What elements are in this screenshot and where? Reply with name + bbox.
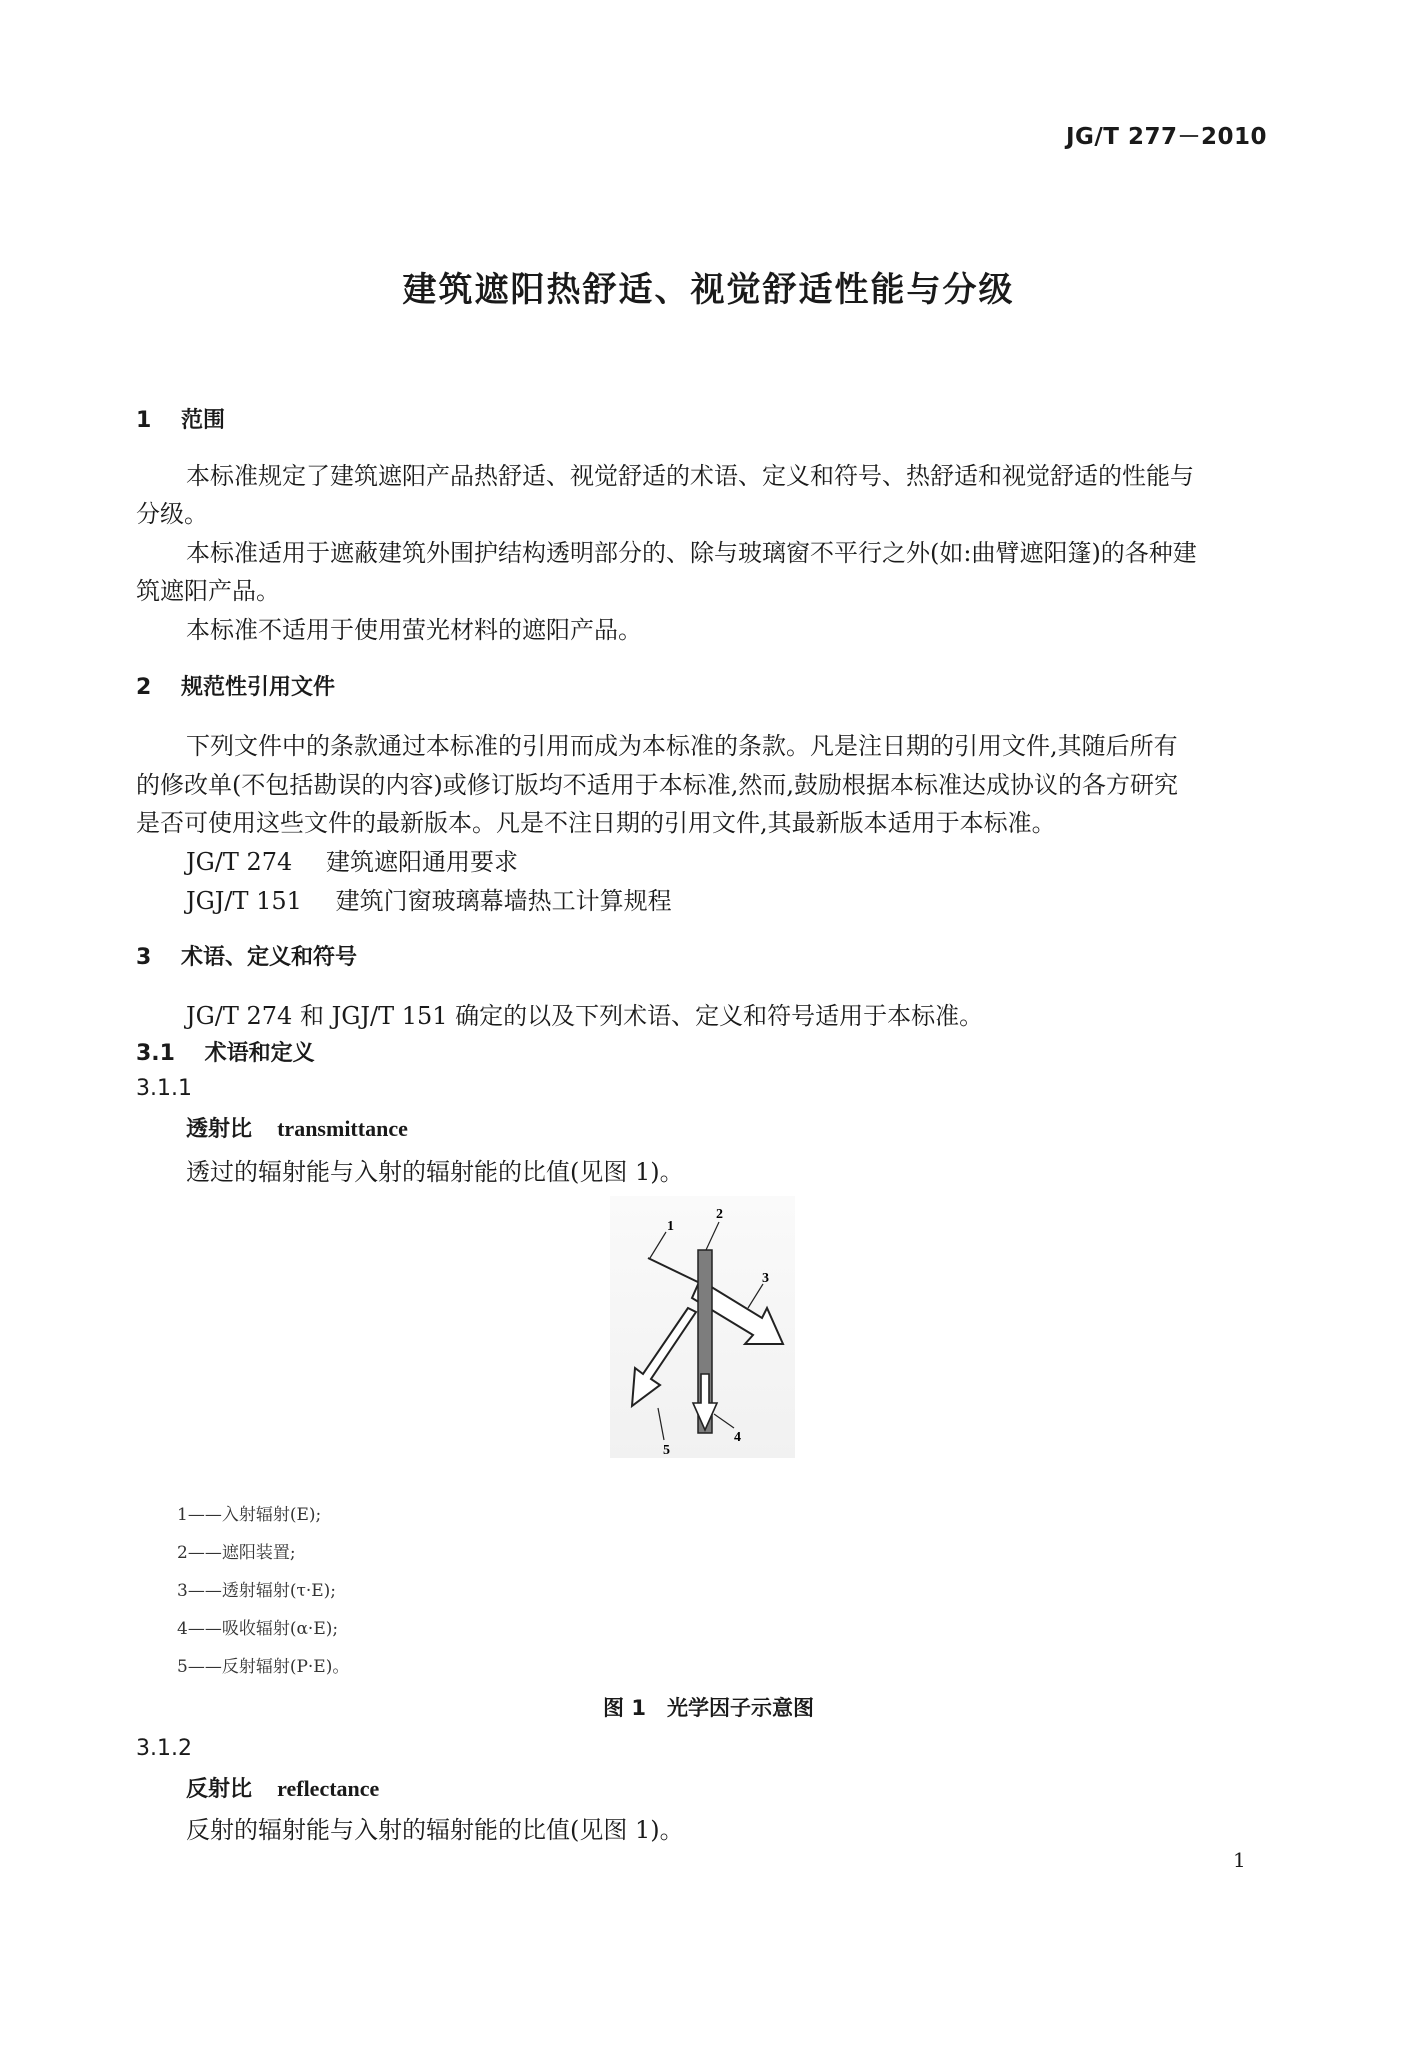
callout-1: 1: [667, 1219, 674, 1234]
term-number: 3.1.2: [136, 1736, 192, 1761]
section-title: 术语、定义和符号: [180, 945, 357, 970]
section-title: 范围: [180, 408, 225, 433]
callout-4: 4: [734, 1430, 741, 1445]
term-name-en: reflectance: [277, 1776, 380, 1801]
term-heading: [186, 1112, 408, 1143]
reference-code: JGJ/T 151: [186, 887, 302, 915]
term-name-zh: 透射比: [186, 1117, 253, 1142]
paragraph-line: 是否可使用这些文件的最新版本。凡是不注日期的引用文件,其最新版本适用于本标准。: [136, 809, 1056, 837]
section-number: 3: [136, 945, 152, 970]
callout-2: 2: [716, 1207, 723, 1222]
section-number: 1: [136, 408, 152, 433]
section-title: 规范性引用文件: [180, 675, 335, 700]
paragraph-line: 本标准适用于遮蔽建筑外围护结构透明部分的、除与玻璃窗不平行之外(如:曲臂遮阳篷)的各种建: [186, 539, 1197, 567]
paragraph-line: 本标准不适用于使用萤光材料的遮阳产品。: [186, 616, 642, 644]
reference-name: 建筑遮阳通用要求: [325, 848, 518, 876]
reference-name: 建筑门窗玻璃幕墙热工计算规程: [335, 887, 672, 915]
section-3-heading: [136, 940, 357, 971]
paragraph-line: 分级。: [136, 500, 208, 528]
document-title: 建筑遮阳热舒适、视觉舒适性能与分级: [402, 270, 1015, 310]
document-code: JG/T 277－2010: [1065, 124, 1267, 150]
callout-3: 3: [762, 1271, 769, 1286]
figure-caption: 图 1 光学因子示意图: [603, 1696, 814, 1720]
page-number: 1: [1233, 1848, 1246, 1872]
callout-5: 5: [663, 1443, 670, 1458]
paragraph-line: 本标准规定了建筑遮阳产品热舒适、视觉舒适的术语、定义和符号、热舒适和视觉舒适的性能与: [186, 462, 1194, 490]
term-name-zh: 反射比: [186, 1777, 253, 1802]
subsection-number: 3.1: [136, 1041, 175, 1066]
legend-item: 1——入射辐射(E);: [177, 1505, 322, 1525]
reference-code: JG/T 274: [186, 848, 293, 876]
legend-item: 4——吸收辐射(α·E);: [177, 1619, 339, 1639]
term-definition: 反射的辐射能与入射的辐射能的比值(见图 1)。: [186, 1816, 684, 1844]
legend-item: 3——透射辐射(τ·E);: [177, 1581, 337, 1601]
section-1-heading: [136, 403, 225, 434]
subsection-title: 术语和定义: [204, 1041, 315, 1066]
term-name-en: transmittance: [277, 1116, 408, 1141]
paragraph-line: 下列文件中的条款通过本标准的引用而成为本标准的条款。凡是注日期的引用文件,其随后所有: [186, 732, 1178, 760]
term-number: 3.1.1: [136, 1076, 192, 1101]
paragraph-line: 筑遮阳产品。: [136, 577, 280, 605]
section-number: 2: [136, 675, 152, 700]
reference-item: [186, 881, 672, 916]
paragraph-line: JG/T 274 和 JGJ/T 151 确定的以及下列术语、定义和符号适用于本标准。: [186, 1002, 984, 1030]
paragraph-line: 的修改单(不包括勘误的内容)或修订版均不适用于本标准,然而,鼓励根据本标准达成协议的各方研究: [136, 771, 1178, 799]
legend-item: 2——遮阳装置;: [177, 1543, 296, 1563]
term-heading: [186, 1772, 379, 1803]
section-2-heading: [136, 670, 335, 701]
optical-factor-diagram: [600, 1196, 800, 1466]
subsection-heading: [136, 1036, 315, 1067]
term-definition: 透过的辐射能与入射的辐射能的比值(见图 1)。: [186, 1158, 684, 1186]
legend-item: 5——反射辐射(P·E)。: [177, 1657, 350, 1677]
reference-item: [186, 842, 518, 877]
